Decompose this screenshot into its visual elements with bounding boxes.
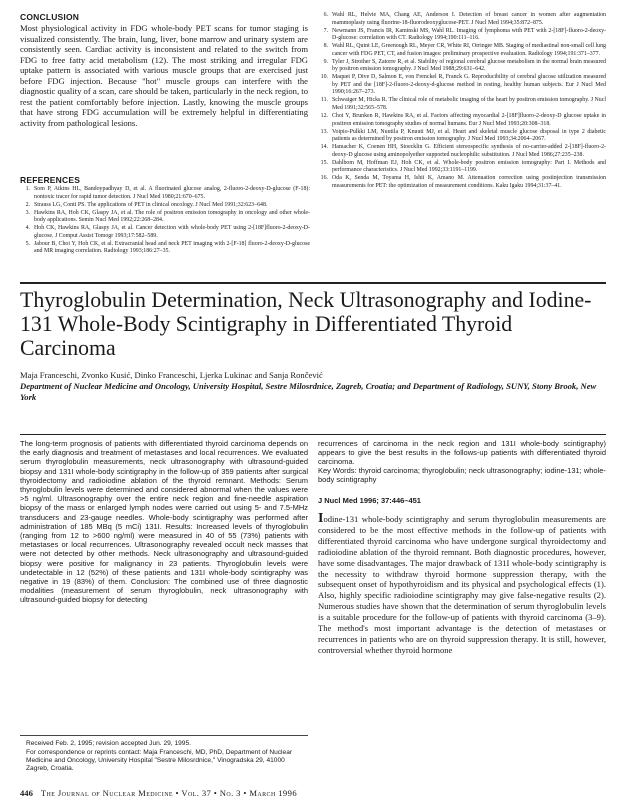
journal-citation: J Nucl Med 1996; 37:446–451 (318, 496, 421, 505)
reference-item: 10. Maquet P, Dive D, Salmon E, von Frenckel R, Franck G. Reproducibility of cerebral glucose utilization measured by PET and the [18F]-2-fluoro-2-deoxy-d-glucose method in resting, healthy human subjects. Eur J Nucl Med 1990;16:267–273. (320, 74, 606, 96)
reference-item: 14. Hamacher K, Coenen HH, Stoecklin G. Efficient stereospecific synthesis of no-carrier-added 2-[18F]-fluoro-2-deoxy-D glucose using aminopolyether supported nucleophilic substitution. J Nucl Med 1986;27:235–238. (320, 144, 606, 158)
footnote-correspondence: For correspondence or reprints contact: Maja Franceschi, MD, PhD, Department of Nuclear Medicine and Oncology, University Hospital "Sestre Milosrdnice," Vinogradska 29, 41000 Zagreb, Croatia. (26, 749, 293, 773)
reference-item: 3. Hawkins RA, Hoh CK, Glaspy JA, et al. The role of positron emission tomography in oncology and other whole-body applications. Semin Nucl Med 1992;22:268–284. (25, 209, 310, 224)
reference-item: 2. Strauss LG, Conti PS. The applications of PET in clinical oncology. J Nucl Med 1991;32:623–648. (25, 201, 268, 208)
reference-item: 16. Oda K, Senda M, Toyama H, Ishii K, Amano M. Attenuation correction using postinjection transmission measurements for PET: the optimization of measurement conditions. Kaku Igaku 1994;31:37–41. (320, 175, 606, 189)
drop-cap: I (318, 511, 324, 526)
references-list-left (20, 186, 310, 256)
reference-item: 9. Tyler J, Strother S, Zatorre R, et al. Stability of regional cerebral glucose metabolism in the normal brain measured by positron emission tomography. J Nucl Med 1988;29:631–642. (323, 58, 606, 73)
reference-item: 13. Voipio-Pulkki LM, Nuutila P, Knuuti MJ, et al. Heart and skeletal muscle glucose disposal in type 2 diabetic patients as determined by positron emission tomography. J Nucl Med 1993;34:2064–2067. (320, 128, 606, 143)
references-list-right (318, 12, 606, 191)
reference-item: 15. Dahlbom M, Hoffman EJ, Hoh CK, et al. Whole-body positron emission tomography: Part I. Methods and performance characteristics. J Nucl Med 1992;33:1191–1199. (320, 159, 606, 174)
footnote-received: Received Feb. 2, 1995; revision accepted Jun. 29, 1995. (26, 740, 191, 747)
reference-item: 8. Wahl RL, Quint LE, Greenough RL, Meyer CR, White RI, Orringer MB. Staging of mediastinal non-small cell lung cancer with FDG PET, CT, and fusion images: preliminary prospective evaluation. Radiology 1994;191:371–377. (323, 43, 606, 57)
introduction-paragraph (318, 511, 606, 656)
page-number: 446 (20, 788, 33, 798)
keywords: Key Words: thyroid carcinoma; thyroglobulin; neck ultrasonography; iodine-131; whole-body scintigraphy (318, 466, 606, 485)
reference-item: 11. Schwaiger M, Hicks R. The clinical role of metabolic imaging of the heart by positron emission tomography. J Nucl Med 1991;32:565–578. (320, 97, 606, 111)
journal-running-footer: The Journal of Nuclear Medicine • Vol. 37 • No. 3 • March 1996 (40, 788, 298, 798)
abstract-text-left: The long-term prognosis of patients with differentiated thyroid carcinoma depends on the early diagnosis and treatment of metastases and local recurrences. We evaluated serum thyroglobulin measurements, neck ultrasonography with ultrasound-guided biopsy and 131I whole-body scintigraphy in the follow-up of 359 patients after surgical thyroidectomy and radioiodine ablation of the thyroid remnant. Methods: Serum thyroglobulin levels were determined and considered abnormal when the values were >5 ng/ml. Ultrasonography over the entire neck region and fine-needle aspiration biopsy of the mass or enlarged lymph nodes were carried out using 5- and 7.5-MHz transducers and 23-gauge needles. Whole-body scintigraphy was performed after administration of 185 MBq (5 mCi) 131I. Results: Increased levels of thyroglobulin (ranging from 12 to >600 ng/ml) were measured in 40 of 55 (73%) patients with metastases or local recurrences. Ultrasonography revealed occult neck masses that were not detected by other methods. Neck ultrasonography and ultrasound-guided biopsy were positive for malignancy in 23 patients. Thyroglobulin levels were undetectable in 12 (52%) of these patients and 131I whole-body scintigraphy was negative in 19 (83%) of them. Conclusion: The combined use of three diagnostic modalities (measurement of serum thyroglobulin, neck ultrasonography with ultrasound-guided biopsy for detecting (20, 439, 308, 605)
reference-item: 5. Jabour B, Choi Y, Hoh CK, et al. Extracranial head and neck PET imaging with 2-[F-18] fluoro-2-deoxy-D-glucose and MR imaging correlation. Radiology 1993;186:27–35. (25, 240, 310, 255)
author-list: Maja Franceschi, Zvonko Kusić, Dinko Franceschi, Ljerka Lukinac and Sanja Rončević (20, 370, 323, 380)
reference-item: 6. Wahl RL, Helvie MA, Chang AE, Anderson I. Detection of breast cancer in women after augmentation mammoplasty using fluorine-18-fluorodeoxyglucose-PET. J Nucl Med 1994;35:872–875. (323, 12, 606, 26)
author-affiliation: Department of Nuclear Medicine and Oncology, University Hospital, Sestre Milosrdnice, Zagreb, Croatia; and Department of Radiology, SUNY, Stony Brook, New York (20, 381, 597, 402)
conclusion-paragraph: Most physiological activity in FDG whole-body PET scans for tumor staging is visualized consistently. The brain, lung, liver, bone marrow and urinary system are consistently seen. Cardiac activity is inconsistent and related to the switch from FDG to free fatty acid metabolism (12). The most striking and irregular FDG uptake pattern is associated with various muscle groups that are exercised just before FDG injection. Because "hot" muscle groups can interfere with the diagnostic quality of a scan, care should be taken, particularly in the neck region, to rest the patient comfortably before injection. Lastly, knowing the muscle groups that have strong FDG accumulation will be extremely helpful in differentiating activity from pathological lesions. (20, 23, 308, 128)
page-footer (20, 788, 297, 798)
conclusion-heading: CONCLUSION (20, 12, 80, 22)
reference-item: 1. Som P, Atkins HL, Bandoypadhyay D, et al. A fluorinated glucose analog, 2-fluoro-2-deoxy-D-glucose (F-18): nontoxic tracer for rapid tumor detection. J Nucl Med 1980;21:670–675. (25, 186, 310, 200)
abstract-text-right: recurrences of carcinoma in the neck region and 131I whole-body scintigraphy) appears to give the best results in the follows-up patients with differentiated thyroid carcinoma. (318, 439, 606, 467)
introduction-text: odine-131 whole-body scintigraphy and serum thyroglobulin measurements are considered to be the most effective methods in the follow-up of patients with differentiated thyroid carcinoma who have undergone surgical thyroidectomy and radioiodine ablation of the thyroid remnant. Both diagnostic procedures, however, have some disadvantages. The major drawback of 131I whole-body scintigraphy is the necessity to withdraw thyroid hormone suppression therapy, with the subsequent onset of hypothyroidism and its physical and psychological effects (1). Also, highly specific radioiodine scintigraphy may give false-negative results (2). Numerous studies have shown that the determination of serum thyroglobulin levels is a suitable procedure for the follow-up of patients with thyroid carcinoma (3–9). The method's most important advantage is the detection of metastases or recurrences in patients who are on thyroid suppression therapy. It is still, however, controversial whether thyroid hormone (318, 514, 606, 655)
article-title: Thyroglobulin Determination, Neck Ultrasonography and Iodine-131 Whole-Body Scintigraphy in Differentiated Thyroid Carcinoma (20, 288, 592, 360)
abstract-divider (20, 434, 606, 435)
footnote-divider (20, 735, 308, 736)
reference-item: 12. Choi Y, Brunken R, Hawkins RA, et al. Factors affecting myocardial 2-[18F]fluoro-2-deoxy-D glucose uptake in positron emission tomography studies of normal humans. Eur J Nucl Med 1993;20:308–318. (320, 113, 606, 127)
reference-item: 4. Hoh CK, Hawkins RA, Glaspy JA, et al. Cancer detection with whole-body PET using 2-[18F]fluoro-2-deoxy-D-glucose. J Comput Assist Tomogr 1993;17:582–589. (25, 225, 310, 239)
reference-item: 7. Newmann JS, Francis IR, Kaminski MS, Wahl RL. Imaging of lymphoma with PET with 2-[18F]-fluoro-2-deoxy-D-glucose: correlation with CT. Radiology 1994;190:111–116. (323, 27, 606, 42)
section-divider (20, 282, 606, 284)
references-heading: REFERENCES (20, 175, 81, 185)
